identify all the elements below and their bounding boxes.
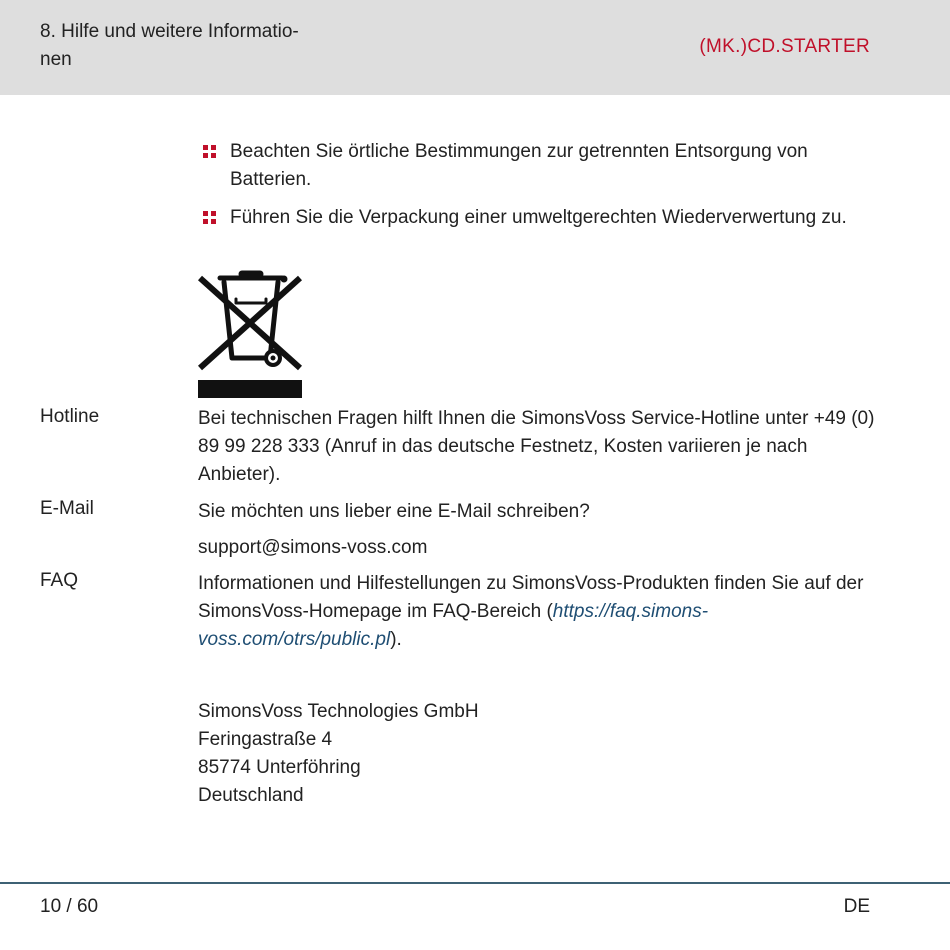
hotline-text: Bei technischen Fragen hilft Ihnen die SimonsVoss Service-Hotline unter +49 (0) 89 99 228 333 (Anruf in das deutsche Festnetz, Kosten variieren je nach Anbieter).: [198, 408, 875, 485]
faq-label: FAQ: [40, 570, 79, 591]
bullet-icon: [203, 211, 216, 224]
email-label: E-Mail: [40, 498, 94, 519]
faq-link[interactable]: https://faq.simons-voss.com/otrs/public.pl: [198, 601, 709, 650]
faq-text: [198, 570, 878, 654]
page-number: 10 / 60: [40, 896, 99, 917]
city: 85774 Unterföhring: [198, 757, 361, 778]
crossed-out-wheelie-bin-icon: [196, 266, 306, 400]
country: Deutschland: [198, 785, 304, 806]
footer-divider: [0, 882, 950, 884]
street: Feringastraße 4: [198, 729, 333, 750]
chapter-title: 8. Hilfe und weitere Informatio- nen: [40, 21, 299, 70]
bullet-text: Führen Sie die Verpackung einer umweltgerechten Wiederverwertung zu.: [230, 207, 847, 228]
faq-text-before: Informationen und Hilfestellungen zu SimonsVoss-Produkten finden Sie auf der SimonsVoss-Homepage im FAQ-Bereich (: [198, 573, 864, 622]
page-header: [0, 0, 950, 95]
company-name: SimonsVoss Technologies GmbH: [198, 701, 479, 722]
bullet-icon: [203, 145, 216, 158]
hotline-label: Hotline: [40, 406, 100, 427]
email-address: support@simons-voss.com: [198, 537, 428, 558]
product-name: (MK.)CD.STARTER: [699, 36, 870, 57]
language-code: DE: [843, 896, 870, 917]
company-address: [198, 698, 698, 810]
bullet-text: Beachten Sie örtliche Bestimmungen zur getrennten Entsorgung von Batterien.: [230, 141, 808, 190]
email-text: Sie möchten uns lieber eine E-Mail schreiben?: [198, 501, 590, 522]
faq-text-after: ).: [390, 629, 402, 650]
